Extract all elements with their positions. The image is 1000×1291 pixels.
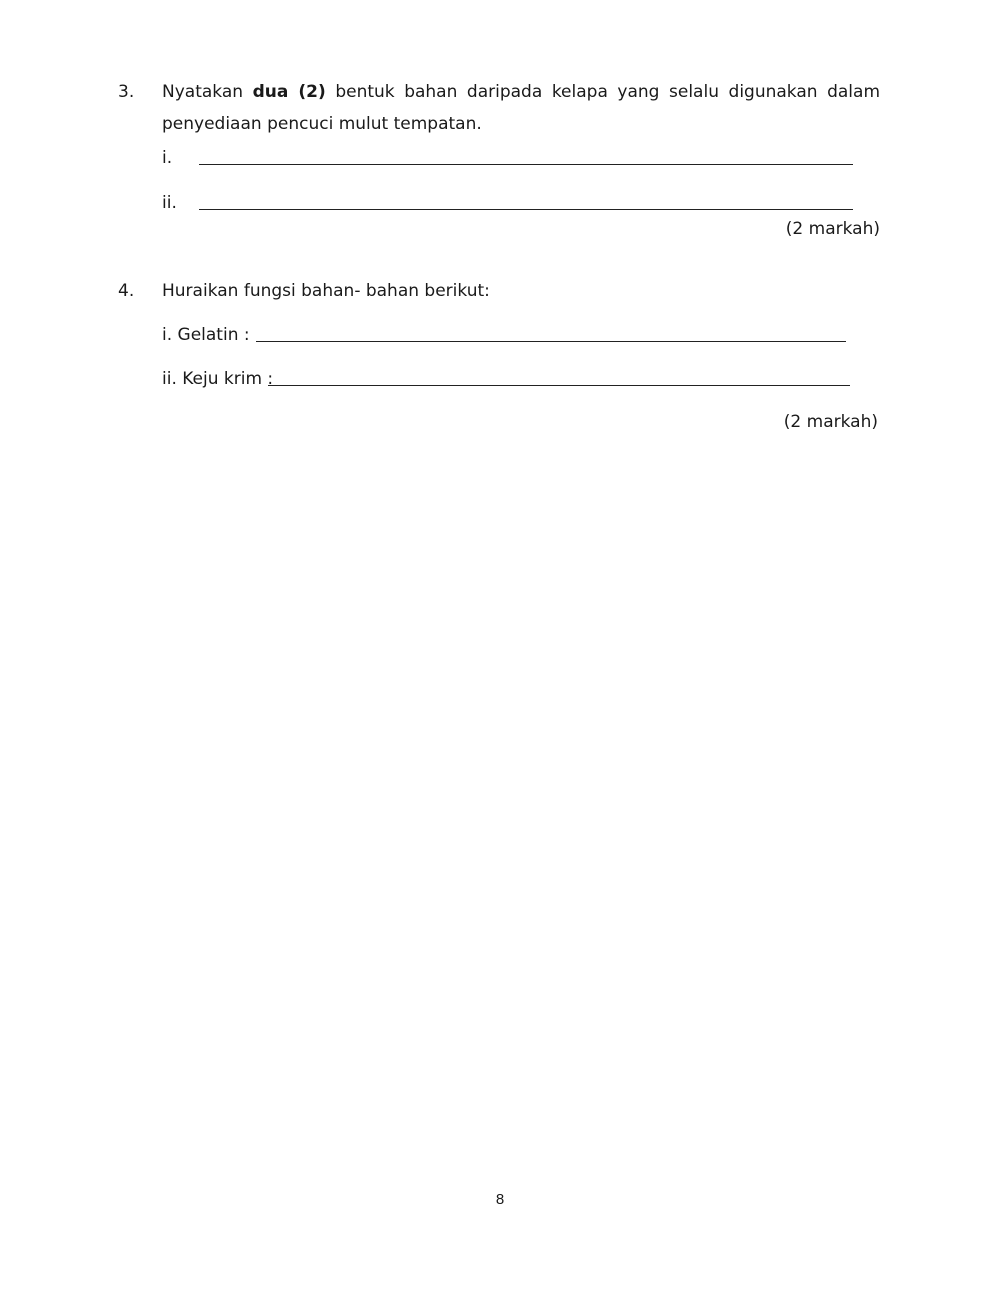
question-3-answer-line-i[interactable] <box>199 164 853 165</box>
question-4-item-keju-krim-label: ii. Keju krim : <box>162 369 274 389</box>
question-3-text <box>162 76 880 140</box>
question-3-text-start: Nyatakan <box>162 82 253 102</box>
question-4-answer-line-keju-krim[interactable] <box>268 385 850 386</box>
question-3-marks: (2 markah) <box>785 219 880 239</box>
question-4-number: 4. <box>118 281 135 301</box>
question-3-item-ii-label: ii. <box>162 193 177 213</box>
question-4-text: Huraikan fungsi bahan- bahan berikut: <box>162 281 490 301</box>
question-4-answer-line-gelatin[interactable] <box>256 341 846 342</box>
question-3-answer-line-ii[interactable] <box>199 209 853 210</box>
page-number: 8 <box>495 1191 505 1208</box>
question-4-item-gelatin-label: i. Gelatin : <box>162 325 250 345</box>
question-3-emphasis: dua (2) <box>252 82 326 102</box>
question-3-item-i-label: i. <box>162 148 173 168</box>
question-4-marks: (2 markah) <box>783 412 878 432</box>
question-3-text-end: bentuk bahan daripada kelapa yang selalu digunakan dalam penyediaan pencuci mulut tempatan. <box>162 82 881 134</box>
question-3-number: 3. <box>118 82 135 102</box>
